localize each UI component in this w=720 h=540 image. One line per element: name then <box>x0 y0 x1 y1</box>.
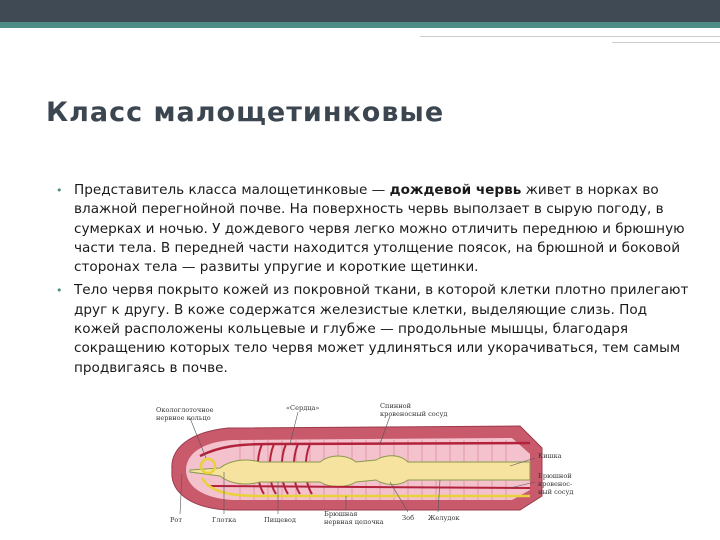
bullet-item <box>54 181 694 277</box>
label-esophagus: Пищевод <box>264 516 296 524</box>
top-accent-bar <box>0 22 720 28</box>
label-ventral-vessel: кровенос- <box>538 480 573 488</box>
earthworm-anatomy-diagram <box>150 396 710 536</box>
decorative-rule <box>420 36 720 37</box>
label-dorsal-vessel: кровеносный сосуд <box>380 410 448 418</box>
decorative-rule <box>612 42 720 43</box>
label-hearts: «Сердца» <box>286 404 320 412</box>
label-nerve-chain: Брюшная <box>324 510 358 518</box>
label-mouth: Рот <box>170 516 183 524</box>
bullet-text: живет в норках во влажной перегнойной почве. На поверхность червь выползает в сырую погоду, в сумерках и ночью. У дождевого червя легко можно отличить переднюю и брюшную части тела. В передней части находится утолщение поясок, на брюшной и боковой сторонах тела — развиты упругие и короткие щетинки. <box>74 182 685 276</box>
bullet-marker-icon: • <box>56 184 63 197</box>
bullet-text: Тело червя покрыто кожей из покровной ткани, в которой клетки плотно прилегают друг к другу. В коже содержатся железистые клетки, выделяющие слизь. Под кожей расположены кольцевые и глубже — продольные мышцы, благодаря сокращению которых тело червя может удлиняться или укорачиваться, тем самым продвигаясь в почве. <box>74 282 689 376</box>
label-pharyngeal-ring: нервное кольцо <box>156 414 211 422</box>
label-nerve-chain: нервная цепочка <box>324 518 384 526</box>
label-crop: Зоб <box>402 514 415 522</box>
top-bar <box>0 0 720 22</box>
label-ventral-vessel: Брюшной <box>538 472 572 480</box>
bullet-bold-term: дождевой червь <box>389 182 522 198</box>
label-intestine: Кишка <box>538 452 562 460</box>
label-pharynx: Глотка <box>212 516 237 524</box>
label-pharyngeal-ring: Окологлоточное <box>156 406 214 414</box>
bullet-item <box>54 281 694 377</box>
bullet-marker-icon: • <box>56 284 63 298</box>
label-dorsal-vessel: Спинной <box>380 402 411 410</box>
label-stomach: Желудок <box>428 514 460 522</box>
bullet-list <box>54 181 694 382</box>
label-ventral-vessel: ный сосуд <box>538 488 574 496</box>
bullet-text: Представитель класса малощетинковые — <box>74 182 390 198</box>
slide-title: Класс малощетинковые <box>46 97 445 128</box>
